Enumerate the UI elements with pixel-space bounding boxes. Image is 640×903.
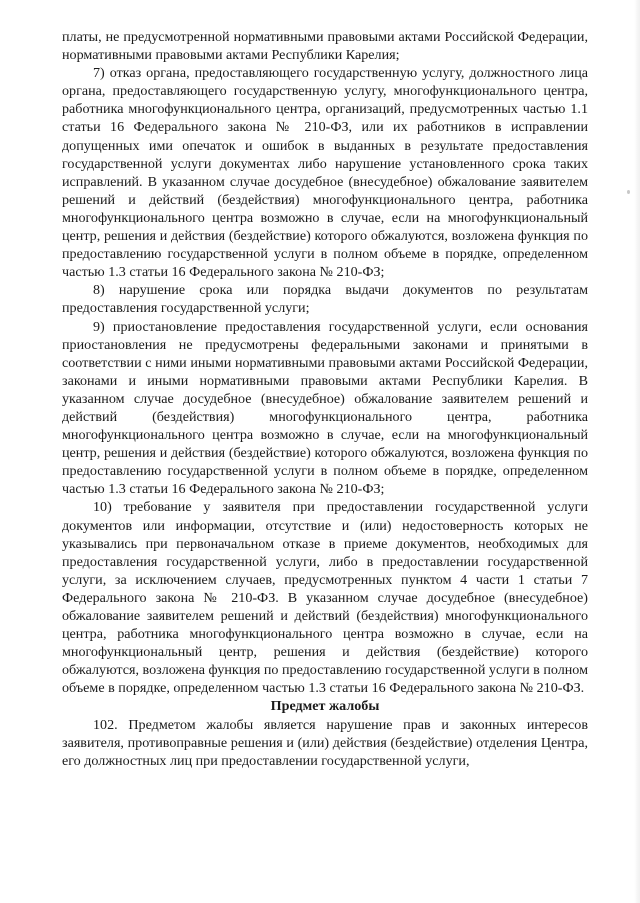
paragraph-102: 102. Предметом жалобы является нарушение прав и законных интересов заявителя, противоправные решения и (или) действия (бездействие) отделения Центра, его должностных лиц при предоставлении государственной услуги, <box>62 716 588 769</box>
list-item-7: 7) отказ органа, предоставляющего государственную услугу, должностного лица органа, предоставляющего государственную услугу, многофункционального центра, работника многофункционального центра, организаций, предусмотренных частью 1.1 статьи 16 Федерального закона № 210-ФЗ, или их работников в исправлении допущенных ими опечаток и ошибок в выданных в результате предоставления государственной услуги документах либо нарушение установленного срока таких исправлений. В указанном случае досудебное (внесудебное) обжалование заявителем решений и действий (бездействия) многофункционального центра, работника многофункционального центра возможно в случае, если на многофункциональный центр, решения и действия (бездействие) которого обжалуются, возложена функция по предоставлению государственной услуги в полном объеме в порядке, определенном частью 1.3 статьи 16 Федерального закона № 210-ФЗ; <box>62 65 588 281</box>
list-item-8: 8) нарушение срока или порядка выдачи документов по результатам предоставления государственной услуги; <box>62 282 588 317</box>
scan-edge-shadow <box>634 0 640 903</box>
section-heading: Предмет жалобы <box>270 698 380 715</box>
list-item-9: 9) приостановление предоставления государственной услуги, если основания приостановления не предусмотрены федеральными законами и принятыми в соответствии с ними иными нормативными правовыми актами Российской Федерации, законами и иными нормативными правовыми актами Республики Карелия. В указанном случае досудебное (внесудебное) обжалование заявителем решений и действий (бездействия) многофункционального центра, работника многофункционального центра возможно в случае, если на многофункциональный центр, решения и действия (бездействие) которого обжалуются, возложена функция по предоставлению государственной услуги в полном объеме в порядке, определенном частью 1.3 статьи 16 Федерального закона № 210-ФЗ; <box>62 318 588 498</box>
list-item-10: 10) требование у заявителя при предоставлении государственной услуги документов или информации, отсутствие и (или) недостоверность которых не указывались при первоначальном отказе в приеме документов, необходимых для предоставления государственной услуги, либо в предоставлении государственной услуги, за исключением случаев, предусмотренных пунктом 4 части 1 статьи 7 Федерального закона № 210-ФЗ. В указанном случае досудебное (внесудебное) обжалование заявителем решений и действий (бездействия) многофункционального центра, работника многофункционального центра возможно в случае, если на многофункциональный центр, решения и действия (бездействие) которого обжалуются, возложена функция по предоставлению государственной услуги в полном объеме в порядке, определенном частью 1.3 статьи 16 Федерального закона № 210-ФЗ. <box>62 499 588 697</box>
document-page <box>62 28 588 770</box>
paragraph-continuation: платы, не предусмотренной нормативными правовыми актами Российской Федерации, нормативными правовыми актами Республики Карелия; <box>62 29 588 64</box>
scan-speck <box>627 190 630 194</box>
